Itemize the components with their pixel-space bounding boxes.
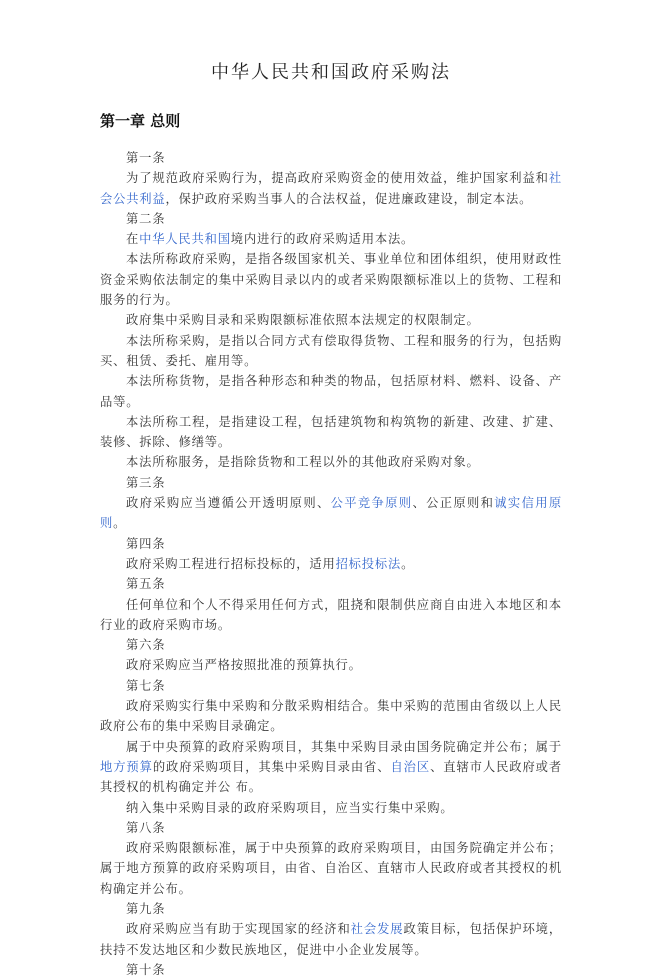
paragraph-text: 政府采购应当有助于实现国家的经济和	[126, 922, 351, 937]
paragraph	[100, 249, 562, 310]
paragraph	[100, 229, 562, 249]
hyperlink[interactable]: 诚实信用原则	[100, 496, 562, 531]
paragraph-text: 第五条	[126, 577, 166, 592]
paragraph-text: 在	[126, 232, 140, 247]
chapter-heading: 第一章 总则	[100, 112, 181, 130]
paragraph-text: 政府采购实行集中采购和分散采购相结合。集中采购的范围由省级以上人民政府公布的集中采购目录确定。	[100, 699, 562, 734]
document-title: 中华人民共和国政府采购法	[211, 62, 451, 83]
paragraph	[100, 310, 562, 330]
paragraph-text: 。	[401, 556, 415, 571]
hyperlink[interactable]: 招标投标法	[335, 556, 402, 571]
hyperlink[interactable]: 自治区	[390, 759, 431, 774]
paragraph	[100, 331, 562, 372]
paragraph-text: 本法所称政府采购，是指各级国家机关、事业单位和团体组织，使用财政性资金采购依法制定的集中采购目录以内的或者采购限额标准以上的货物、工程和服务的行为。	[100, 252, 562, 308]
paragraph-text: 任何单位和个人不得采用任何方式，阻挠和限制供应商自由进入本地区和本行业的政府采购市场。	[100, 597, 562, 632]
paragraph-text: 第七条	[126, 678, 166, 693]
article-number	[100, 534, 562, 554]
paragraph-text: 的政府采购项目，其集中采购目录由省、	[152, 759, 391, 774]
paragraph-text: 第六条	[126, 638, 166, 653]
paragraph	[100, 554, 562, 574]
article-number	[100, 960, 562, 980]
paragraph	[100, 595, 562, 636]
paragraph-text: 第三条	[126, 475, 166, 490]
paragraph	[100, 696, 562, 737]
article-number	[100, 676, 562, 696]
paragraph-text: 、公正原则和	[412, 496, 495, 511]
paragraph-text: 。	[113, 516, 127, 531]
paragraph-text: 第二条	[126, 211, 166, 226]
article-number	[100, 899, 562, 919]
paragraph	[100, 452, 562, 472]
paragraph-text: 政府集中采购目录和采购限额标准依照本法规定的权限制定。	[126, 313, 480, 328]
article-number	[100, 473, 562, 493]
article-number	[100, 574, 562, 594]
paragraph-text: 本法所称货物，是指各种形态和种类的物品，包括原材料、燃料、设备、产品等。	[100, 374, 562, 409]
paragraph-text: 境内进行的政府采购适用本法。	[230, 232, 415, 247]
paragraph	[100, 838, 562, 899]
paragraph-text: 本法所称工程，是指建设工程，包括建筑物和构筑物的新建、改建、扩建、装修、拆除、修缮等。	[100, 414, 562, 450]
paragraph-text: 第八条	[126, 820, 166, 835]
paragraph	[100, 737, 562, 798]
paragraph-text: 第四条	[126, 536, 166, 551]
paragraph-text: 政府采购应当遵循公开透明原则、	[126, 496, 331, 511]
paragraph-text: 纳入集中采购目录的政府采购项目，应当实行集中采购。	[126, 800, 454, 815]
article-number	[100, 635, 562, 655]
paragraph-text: 本法所称服务，是指除货物和工程以外的其他政府采购对象。	[126, 455, 480, 470]
paragraph	[100, 168, 562, 209]
article-number	[100, 818, 562, 838]
paragraph	[100, 798, 562, 818]
article-number	[100, 148, 562, 168]
paragraph-text: 政策目标，包括保护环境，扶持不发达地区和少数民族地区，促进中小企业发展等。	[100, 922, 562, 957]
paragraph-text: 政府采购限额标准，属于中央预算的政府采购项目，由国务院确定并公布；属于地方预算的政府采购项目，由省、自治区、直辖市人民政府或者其授权的机构确定并公布。	[100, 841, 562, 896]
paragraph	[100, 493, 562, 534]
hyperlink[interactable]: 地方预算	[100, 759, 153, 774]
paragraph-text: 、直辖市人民政府或者其授权的机构确定并公 布。	[100, 759, 562, 795]
paragraph	[100, 412, 562, 453]
paragraph-text: 政府采购工程进行招标投标的，适用	[126, 556, 336, 571]
article-number	[100, 209, 562, 229]
paragraph	[100, 655, 562, 675]
paragraph	[100, 919, 562, 960]
paragraph-text: 第九条	[126, 901, 166, 916]
paragraph-text: 第一条	[126, 151, 166, 165]
hyperlink[interactable]: 社会发展	[350, 922, 404, 937]
document-body	[100, 148, 562, 980]
paragraph	[100, 371, 562, 412]
paragraph-text: 政府采购应当严格按照批准的预算执行。	[126, 658, 362, 673]
hyperlink[interactable]: 中华人民共和国	[139, 232, 231, 247]
paragraph-text: 本法所称采购，是指以合同方式有偿取得货物、工程和服务的行为，包括购买、租赁、委托、雇用等。	[100, 333, 562, 368]
paragraph-text: 属于中央预算的政府采购项目，其集中采购目录由国务院确定并公布；属于	[126, 739, 562, 754]
paragraph-text: ，保护政府采购当事人的合法权益，促进廉政建设，制定本法。	[165, 191, 533, 206]
hyperlink[interactable]: 社会公共利益	[100, 171, 562, 206]
hyperlink[interactable]: 公平竞争原则	[330, 496, 413, 511]
paragraph-text: 为了规范政府采购行为，提高政府采购资金的使用效益，维护国家利益和	[126, 171, 549, 186]
paragraph-text: 第十条	[126, 962, 166, 977]
